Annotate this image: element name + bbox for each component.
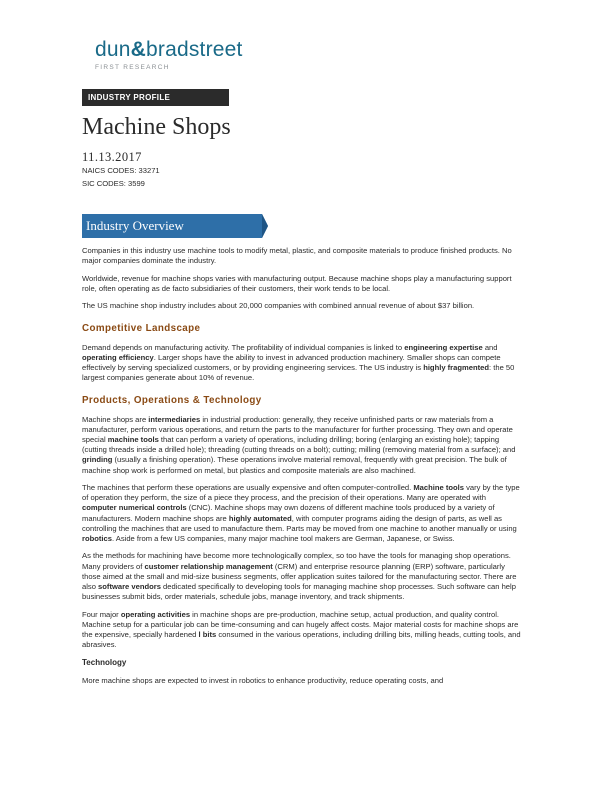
- section-heading-products: Products, Operations & Technology: [82, 395, 262, 407]
- industry-profile-label: INDUSTRY PROFILE: [82, 89, 229, 106]
- subsection-heading-technology: Technology: [82, 657, 127, 667]
- products-paragraph: Four major operating activities in machine shops are pre-production, machine setup, actual production, and quality control. Machine setup for a particular job can be time-consuming and can hugely affect costs. Major material costs for machine shops are the expensive, specially hardened l bits consumed in the various operations, including drilling bits, milling heads, cutting tools, and abrasives.: [82, 609, 521, 650]
- page-title: Machine Shops: [82, 114, 231, 140]
- products-paragraph: As the methods for machining have become more technologically complex, so too have the tools for managing shop operations. Many providers of customer relationship management (CRM) and enterprise resource planning (ERP) software, particularly those aimed at the small and mid-size business segments, offer application suites tailored for the manufacturing sector. There are also software vendors dedicated specifically to developing tools for managing machine shop processes. Such software can help businesses submit bids, order materials, schedule jobs, manage inventory, and track shipments.: [82, 551, 517, 602]
- overview-paragraph: The US machine shop industry includes about 20,000 companies with combined annual revenue of about $37 billion.: [82, 301, 475, 311]
- section-heading-competitive: Competitive Landscape: [82, 323, 201, 335]
- logo-subtitle: FIRST RESEARCH: [95, 64, 170, 71]
- industry-overview-banner: [82, 214, 268, 238]
- competitive-paragraph: Demand depends on manufacturing activity. The profitability of individual companies is linked to engineering expertise and operating efficiency. Larger shops have the ability to invest in advanced production machinery. Smaller shops can compete effectively by serving specialized customers, or by providing engineering services. The US industry is highly fragmented: the 50 largest companies generate about 10% of revenue.: [82, 342, 515, 383]
- sic-codes: SIC CODES: 3599: [82, 179, 145, 188]
- technology-paragraph: More machine shops are expected to invest in robotics to enhance productivity, reduce operating costs, and: [82, 675, 444, 685]
- naics-codes: NAICS CODES: 33271: [82, 166, 160, 175]
- overview-paragraph: Worldwide, revenue for machine shops varies with manufacturing output. Because machine shops play a manufacturing support role, often operating as de facto subsidiaries of their customers, their work tends to be local.: [82, 273, 512, 293]
- report-body: [82, 246, 522, 693]
- report-date: 11.13.2017: [82, 150, 142, 164]
- products-paragraph: Machine shops are intermediaries in industrial production: generally, they receive unfinished parts or raw materials from a manufacturer, perform various operations, and return the parts to the manufacturer for further processing. They own and operate special machine tools that can perform a variety of operations, including drilling; boring (enlarging an existing hole); tapping (cutting threads inside a drilled hole); threading (cutting threads on a bolt); cutting; milling (removing material from a surface); and grinding (usually a finishing operation). These operations involve material removal, frequently with great precision. The bulk of machine shop work is performed on metal, but plastics and composite materials are also machined.: [82, 414, 516, 475]
- products-paragraph: The machines that perform these operations are usually expensive and often computer-controlled. Machine tools vary by the type of operation they perform, the size of a piece they process, and the precision of their operations. Many are operated with computer numerical controls (CNC). Machine shops may own dozens of different machine tools produced by a variety of manufacturers. Modern machine shops are highly automated, with computer programs aiding the design of parts, as well as controlling the machines that are used to manufacture them. Parts may be moved from one machine to another manually or using robotics. Aside from a few US companies, many major machine tool makers are German, Japanese, or Swiss.: [82, 483, 520, 544]
- overview-heading: Industry Overview: [86, 218, 184, 233]
- company-logo: [95, 38, 243, 71]
- logo-wordmark: dun&bradstreet: [95, 38, 243, 61]
- overview-paragraph: Companies in this industry use machine tools to modify metal, plastic, and composite materials to produce finished products. No major companies dominate the industry.: [82, 246, 512, 266]
